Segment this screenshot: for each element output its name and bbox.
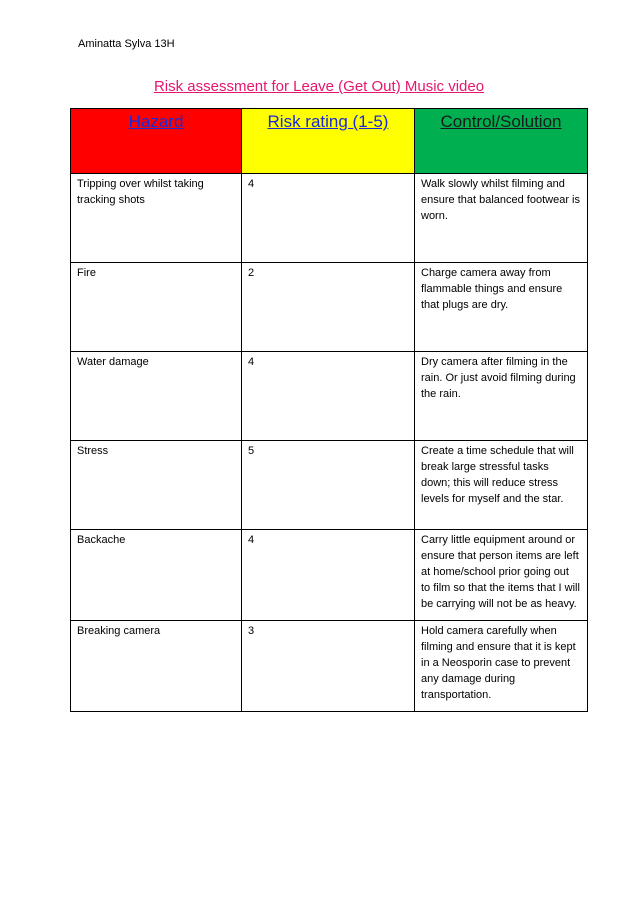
control-cell: Dry camera after filming in the rain. Or just avoid filming during the rain. bbox=[421, 356, 576, 400]
hazard-cell: Stress bbox=[77, 445, 109, 457]
header-hazard: Hazard bbox=[71, 109, 242, 174]
control-cell: Charge camera away from flammable things and ensure that plugs are dry. bbox=[421, 267, 563, 311]
author-name: Aminatta Sylva 13H bbox=[78, 38, 175, 50]
rating-cell: 2 bbox=[248, 267, 255, 279]
risk-assessment-table bbox=[70, 108, 588, 712]
rating-cell: 4 bbox=[248, 356, 255, 368]
control-cell: Carry little equipment around or ensure that person items are left at home/school prior going out to film so that the items that I will be carrying will not be as heavy. bbox=[421, 534, 580, 610]
rating-cell: 3 bbox=[248, 625, 255, 637]
hazard-cell: Breaking camera bbox=[77, 625, 161, 637]
hazard-cell: Fire bbox=[77, 267, 96, 279]
hazard-cell: Backache bbox=[77, 534, 126, 546]
document-title: Risk assessment for Leave (Get Out) Music video bbox=[153, 78, 485, 95]
rating-cell: 4 bbox=[248, 534, 255, 546]
table-header-row bbox=[71, 109, 588, 174]
control-cell: Hold camera carefully when filming and ensure that it is kept in a Neosporin case to prevent any damage during transportation. bbox=[421, 625, 576, 701]
header-control-solution: Control/Solution bbox=[415, 109, 588, 174]
control-cell: Walk slowly whilst filming and ensure that balanced footwear is worn. bbox=[421, 178, 580, 222]
hazard-cell: Tripping over whilst taking tracking shots bbox=[77, 178, 204, 206]
header-risk-rating: Risk rating (1-5) bbox=[242, 109, 415, 174]
table-row bbox=[71, 352, 588, 441]
rating-cell: 4 bbox=[248, 178, 255, 190]
rating-cell: 5 bbox=[248, 445, 255, 457]
table-row bbox=[71, 621, 588, 712]
hazard-cell: Water damage bbox=[77, 356, 149, 368]
table-row bbox=[71, 263, 588, 352]
control-cell: Create a time schedule that will break large stressful tasks down; this will reduce stress levels for myself and the star. bbox=[421, 445, 574, 505]
table-row bbox=[71, 441, 588, 530]
table-row bbox=[71, 530, 588, 621]
table-row bbox=[71, 174, 588, 263]
